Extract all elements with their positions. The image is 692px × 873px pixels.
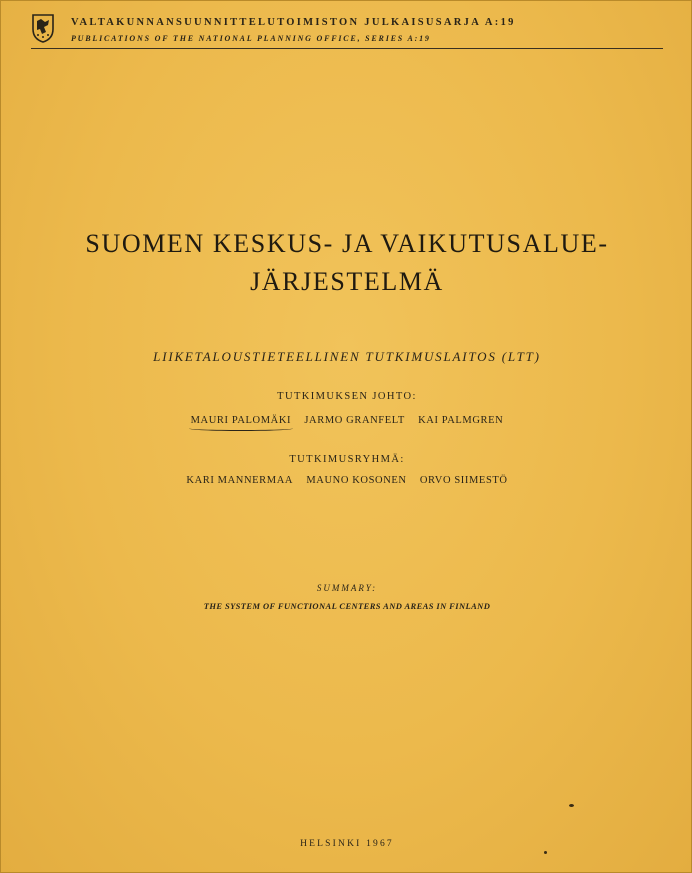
series-title-finnish: VALTAKUNNANSUUNNITTELUTOIMISTON JULKAISUSARJA A:19: [71, 17, 516, 28]
series-header: [31, 11, 663, 51]
coat-of-arms-icon: [31, 13, 55, 43]
ink-spot: [544, 851, 547, 854]
book-title-line2: JÄRJESTELMÄ: [250, 267, 444, 296]
imprint-place-year: HELSINKI 1967: [300, 839, 394, 849]
leader-name-1: MAURI PALOMÄKI: [190, 415, 292, 426]
ink-spot: [569, 804, 574, 807]
leadership-heading: TUTKIMUKSEN JOHTO:: [277, 391, 417, 402]
group-member-1: KARI MANNERMAA: [186, 475, 294, 486]
series-title-english: PUBLICATIONS OF THE NATIONAL PLANNING OFFICE, SERIES A:19: [71, 34, 431, 43]
group-member-3: ORVO SIIMESTÖ: [419, 475, 508, 486]
leader-name-2: JARMO GRANFELT: [304, 415, 405, 426]
book-title: [1, 225, 692, 301]
book-title-line1: SUOMEN KESKUS- JA VAIKUTUSALUE-: [85, 229, 609, 258]
summary-title: THE SYSTEM OF FUNCTIONAL CENTERS AND AREAS IN FINLAND: [203, 601, 491, 611]
leader-name-3: KAI PALMGREN: [418, 415, 504, 426]
research-group-heading: TUTKIMUSRYHMÄ:: [289, 454, 405, 465]
header-divider: [31, 48, 663, 49]
research-group-names: [1, 475, 692, 486]
leadership-names: [1, 415, 692, 426]
institute-name: LIIKETALOUSTIETEELLINEN TUTKIMUSLAITOS (LTT): [153, 349, 541, 364]
group-member-2: MAUNO KOSONEN: [306, 475, 407, 486]
summary-label: SUMMARY:: [316, 583, 378, 593]
